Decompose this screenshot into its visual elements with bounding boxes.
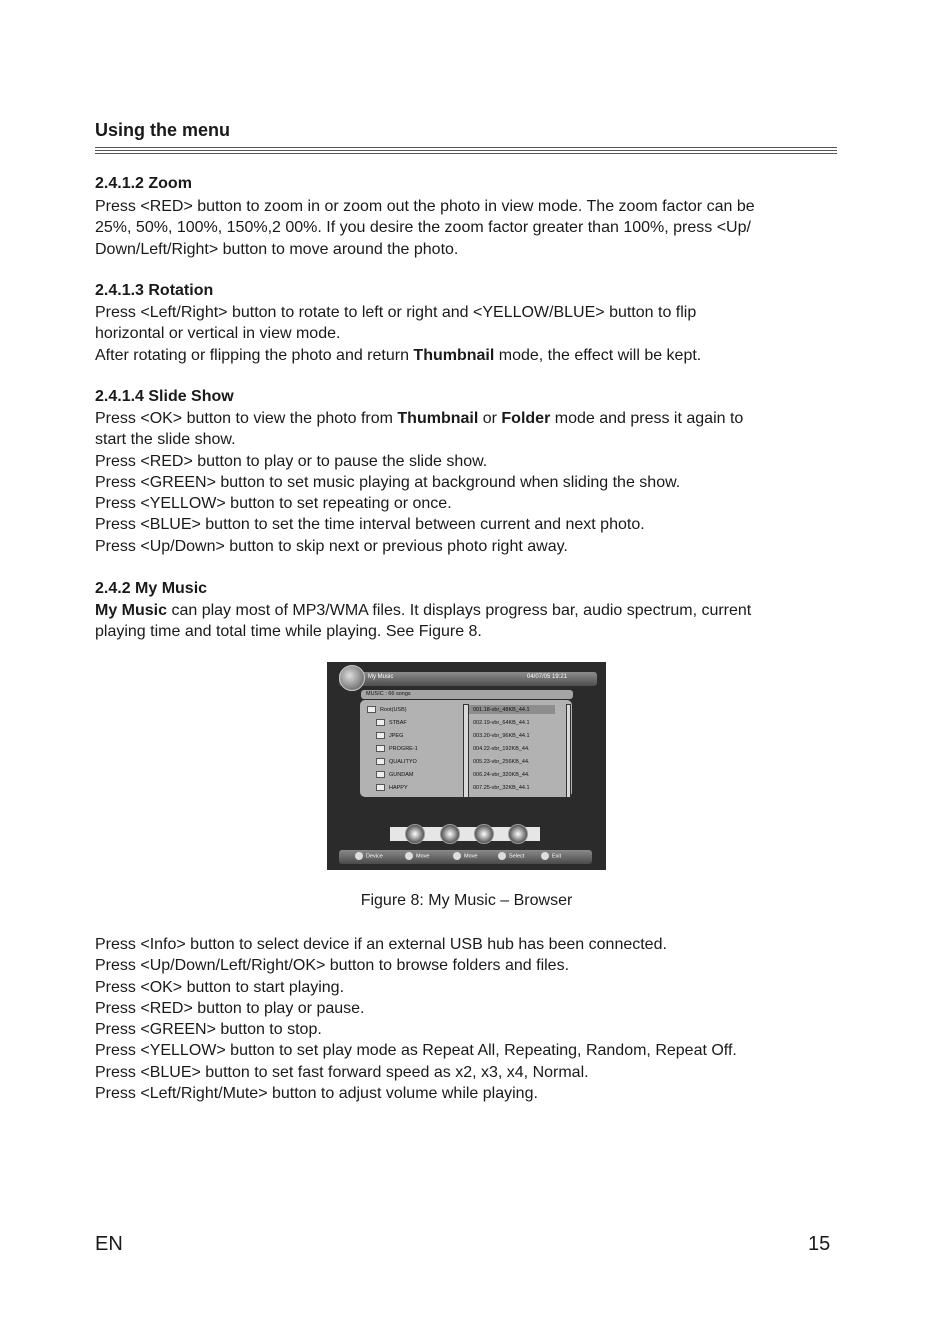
bold-term: Thumbnail <box>413 346 495 364</box>
folder-item: GUNDAM <box>376 771 413 778</box>
page-number: 15 <box>808 1233 831 1255</box>
text-line: start the slide show. <box>95 431 236 449</box>
folder-item: PROGRE-1 <box>376 745 418 752</box>
text-line <box>95 600 835 621</box>
folder-item: HAPPY <box>376 784 408 791</box>
bold-term: Thumbnail <box>397 410 479 427</box>
slideshow-heading: 2.4.1.4 Slide Show <box>95 388 234 405</box>
footer-language: EN <box>95 1233 123 1255</box>
text-span: mode and press it again to <box>550 410 744 427</box>
text-line: Press <GREEN> button to set music playing at background when sliding the show. <box>95 473 681 491</box>
text-span: After rotating or flipping the photo and return <box>95 346 414 364</box>
text-line: 25%, 50%, 100%, 150%,2 00%. If you desire the zoom factor greater than 100%, press <Up/ <box>95 219 751 237</box>
title-rule <box>95 147 837 148</box>
text-line: Press <YELLOW> button to set play mode as Repeat All, Repeating, Random, Repeat Off. <box>95 1042 737 1060</box>
figure-caption: Figure 8: My Music – Browser <box>360 892 573 909</box>
repeat-icon <box>474 824 494 844</box>
hint-move: Move <box>405 852 429 860</box>
zoom-paragraph <box>95 196 835 260</box>
slideshow-paragraph <box>95 408 835 557</box>
play-icon <box>405 824 425 844</box>
title-rule <box>95 153 837 154</box>
text-line: Press <RED> button to zoom in or zoom out the photo in view mode. The zoom factor can be <box>95 198 755 215</box>
title-rule <box>95 150 837 151</box>
fast-forward-icon <box>508 824 528 844</box>
folder-item: JPEG <box>376 732 403 739</box>
hint-device: Device <box>355 852 383 860</box>
text-span: or <box>478 410 502 427</box>
file-item: 007.25-vbr_32KB_44.1 <box>473 785 530 791</box>
my-music-screenshot <box>327 662 606 870</box>
file-item: 005.23-vbr_256KB_44. <box>473 759 530 765</box>
text-line: horizontal or vertical in view mode. <box>95 325 341 343</box>
folder-item: Root(USB) <box>367 706 407 713</box>
text-span: can play most of MP3/WMA files. It displays progress bar, audio spectrum, current <box>167 602 752 619</box>
text-line: Press <GREEN> button to stop. <box>95 1021 322 1039</box>
folder-item: QUALITYO <box>376 758 417 765</box>
zoom-heading: 2.4.1.2 Zoom <box>95 175 192 192</box>
music-paragraph <box>95 600 835 643</box>
text-line: Down/Left/Right> button to move around the photo. <box>95 240 459 258</box>
text-line: Press <Up/Down/Left/Right/OK> button to browse folders and files. <box>95 957 570 975</box>
bold-term: My Music <box>95 602 168 619</box>
rotation-heading: 2.4.1.3 Rotation <box>95 282 214 299</box>
text-line: Press <Left/Right/Mute> button to adjust volume while playing. <box>95 1085 538 1103</box>
screen-title: My Music <box>368 674 394 680</box>
file-item: 004.22-vbr_192KB_44. <box>473 746 530 752</box>
folder-item: STBAF <box>376 719 407 726</box>
rotation-paragraph <box>95 302 835 366</box>
text-line: Press <YELLOW> button to set repeating or once. <box>95 495 452 513</box>
hint-move: Move <box>453 852 477 860</box>
text-line: Press <RED> button to play or pause. <box>95 999 365 1017</box>
text-line: Press <Left/Right> button to rotate to left or right and <YELLOW/BLUE> button to flip <box>95 304 697 321</box>
bold-term: Folder <box>501 410 551 427</box>
instructions-paragraph <box>95 934 835 1104</box>
text-line: playing time and total time while playing. See Figure 8. <box>95 623 482 641</box>
text-line <box>95 408 835 429</box>
file-item: 001.18-vbr_48KB_44.1 <box>473 707 530 713</box>
file-item: 006.24-vbr_320KB_44. <box>473 772 530 778</box>
text-line: Press <BLUE> button to set fast forward speed as x2, x3, x4, Normal. <box>95 1063 589 1081</box>
file-item: 002.19-vbr_64KB_44.1 <box>473 720 530 726</box>
stop-icon <box>440 824 460 844</box>
folder-scrollbar <box>463 704 469 798</box>
text-span: mode, the effect will be kept. <box>494 346 702 364</box>
text-line <box>95 345 835 366</box>
section-title: Using the menu <box>95 120 231 140</box>
text-line: Press <OK> button to start playing. <box>95 978 345 996</box>
text-span: Press <OK> button to view the photo from <box>95 410 398 427</box>
text-line: Press <Up/Down> button to skip next or previous photo right away. <box>95 537 568 555</box>
text-line: Press <Info> button to select device if an external USB hub has been connected. <box>95 936 667 953</box>
music-logo-icon <box>339 665 365 691</box>
file-item: 003.20-vbr_96KB_44.1 <box>473 733 530 739</box>
music-heading: 2.4.2 My Music <box>95 580 208 597</box>
text-line: Press <BLUE> button to set the time interval between current and next photo. <box>95 516 645 534</box>
screen-datetime: 04/07/05 19:21 <box>527 674 568 680</box>
hint-exit: Exit <box>541 852 561 860</box>
hint-select: Select <box>498 852 524 860</box>
file-scrollbar <box>566 704 571 798</box>
song-count: MUSIC : 66 songs <box>366 691 411 697</box>
text-line: Press <RED> button to play or to pause the slide show. <box>95 452 488 470</box>
